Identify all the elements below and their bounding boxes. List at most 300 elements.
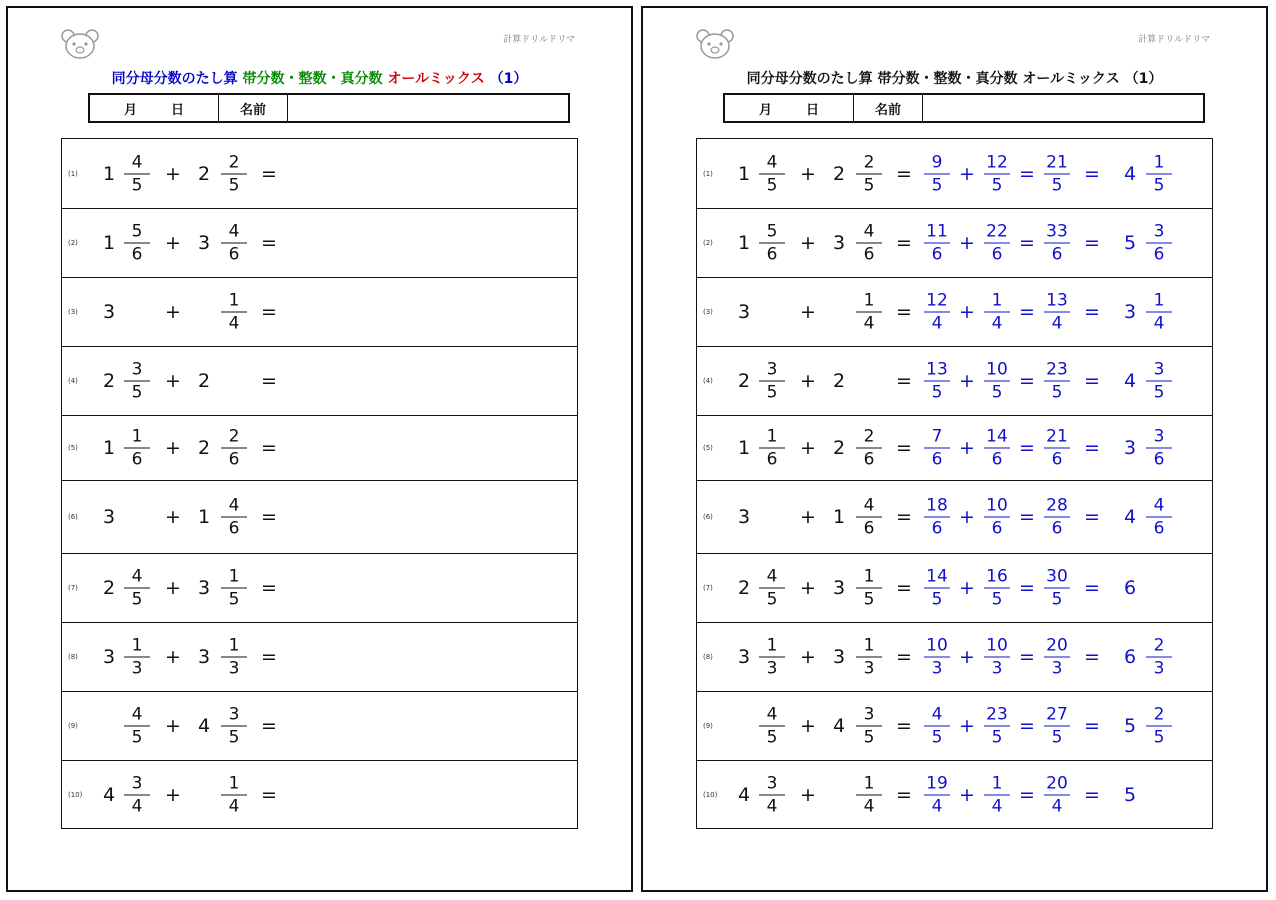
problem-row bbox=[697, 553, 1212, 623]
answer-equals-sign: = bbox=[1084, 369, 1100, 392]
problem-row bbox=[697, 480, 1212, 554]
addend1-fraction bbox=[759, 425, 785, 470]
numerator: 4 bbox=[759, 151, 785, 174]
denominator: 5 bbox=[931, 727, 943, 747]
date-cell bbox=[90, 95, 219, 121]
addend1-whole: 3 bbox=[737, 300, 751, 323]
problem-number: (10) bbox=[703, 790, 718, 799]
worksheet-title bbox=[8, 68, 631, 88]
denominator: 5 bbox=[931, 589, 943, 609]
addend2-fraction bbox=[221, 703, 247, 748]
answer-plus-sign: + bbox=[959, 369, 975, 392]
addend1-whole: 1 bbox=[737, 231, 751, 254]
denominator: 5 bbox=[228, 175, 240, 195]
addend1-fraction bbox=[124, 565, 150, 610]
worksheet-title bbox=[643, 68, 1266, 88]
addend1-fraction bbox=[759, 565, 785, 610]
answer-improper2 bbox=[984, 425, 1010, 470]
addend2-whole: 3 bbox=[197, 645, 211, 668]
denominator: 4 bbox=[863, 313, 875, 333]
answer-equals-sign: = bbox=[1019, 369, 1035, 392]
addend1-fraction bbox=[759, 703, 785, 748]
addend2-whole: 2 bbox=[197, 369, 211, 392]
addend1-fraction bbox=[124, 772, 150, 817]
problem-number: (6) bbox=[68, 512, 78, 521]
equals-sign: = bbox=[261, 505, 277, 528]
denominator: 6 bbox=[931, 244, 943, 264]
denominator: 3 bbox=[228, 658, 240, 678]
denominator: 5 bbox=[131, 727, 143, 747]
numerator: 1 bbox=[221, 289, 247, 312]
answer-improper2 bbox=[984, 634, 1010, 679]
denominator: 6 bbox=[1153, 244, 1165, 264]
addend2-whole: 2 bbox=[197, 436, 211, 459]
equals-sign: = bbox=[896, 714, 912, 737]
problem-row bbox=[62, 622, 577, 692]
denominator: 4 bbox=[228, 313, 240, 333]
answer-improper2 bbox=[984, 220, 1010, 265]
denominator: 4 bbox=[131, 796, 143, 816]
answer-result-whole: 4 bbox=[1123, 162, 1137, 185]
numerator: 2 bbox=[221, 151, 247, 174]
answer-plus-sign: + bbox=[959, 300, 975, 323]
answer-sum bbox=[1044, 289, 1070, 334]
denominator: 5 bbox=[766, 382, 778, 402]
numerator: 20 bbox=[1044, 772, 1070, 795]
plus-sign: + bbox=[800, 505, 816, 528]
answer-plus-sign: + bbox=[959, 645, 975, 668]
addend2-whole: 2 bbox=[832, 162, 846, 185]
plus-sign: + bbox=[800, 436, 816, 459]
numerator: 1 bbox=[856, 772, 882, 795]
denominator: 5 bbox=[131, 175, 143, 195]
answer-improper1 bbox=[924, 151, 950, 196]
numerator: 4 bbox=[856, 220, 882, 243]
month-label: 月 bbox=[758, 102, 772, 118]
numerator: 23 bbox=[984, 703, 1010, 726]
numerator: 1 bbox=[124, 634, 150, 657]
addend1-fraction bbox=[124, 634, 150, 679]
question-sheet bbox=[6, 6, 633, 892]
numerator: 16 bbox=[984, 565, 1010, 588]
addend1-fraction bbox=[124, 425, 150, 470]
equals-sign: = bbox=[261, 231, 277, 254]
problem-number: (6) bbox=[703, 512, 713, 521]
numerator: 4 bbox=[759, 703, 785, 726]
denominator: 6 bbox=[1051, 518, 1063, 538]
answer-result-fraction bbox=[1146, 289, 1172, 334]
problem-number: (2) bbox=[703, 238, 713, 247]
numerator: 9 bbox=[924, 151, 950, 174]
answer-equals-sign: = bbox=[1084, 576, 1100, 599]
answer-improper2 bbox=[984, 565, 1010, 610]
answer-equals-sign: = bbox=[1084, 645, 1100, 668]
brand-label: 計算ドリルドリマ bbox=[1138, 35, 1210, 45]
addend1-fraction bbox=[124, 703, 150, 748]
addend1-whole: 3 bbox=[102, 645, 116, 668]
numerator: 2 bbox=[1146, 634, 1172, 657]
title-part1: 同分母分数のたし算 bbox=[111, 71, 238, 87]
answer-plus-sign: + bbox=[959, 231, 975, 254]
denominator: 4 bbox=[991, 796, 1003, 816]
addend2-fraction bbox=[221, 151, 247, 196]
denominator: 3 bbox=[1153, 658, 1165, 678]
equals-sign: = bbox=[261, 162, 277, 185]
plus-sign: + bbox=[800, 645, 816, 668]
answer-result-whole: 6 bbox=[1123, 645, 1137, 668]
problem-row bbox=[62, 553, 577, 623]
addend2-whole: 4 bbox=[832, 714, 846, 737]
problem-number: (3) bbox=[703, 307, 713, 316]
answer-sum bbox=[1044, 772, 1070, 817]
equals-sign: = bbox=[896, 300, 912, 323]
answer-result-fraction bbox=[1146, 151, 1172, 196]
denominator: 6 bbox=[863, 449, 875, 469]
title-part3: オールミックス bbox=[387, 71, 485, 87]
equals-sign: = bbox=[896, 783, 912, 806]
answer-sum bbox=[1044, 151, 1070, 196]
numerator: 33 bbox=[1044, 220, 1070, 243]
equals-sign: = bbox=[896, 505, 912, 528]
answer-improper1 bbox=[924, 220, 950, 265]
problem-number: (7) bbox=[703, 583, 713, 592]
numerator: 3 bbox=[759, 772, 785, 795]
denominator: 5 bbox=[1153, 382, 1165, 402]
addend2-fraction bbox=[856, 494, 882, 539]
problem-row bbox=[62, 346, 577, 416]
plus-sign: + bbox=[800, 783, 816, 806]
answer-sum bbox=[1044, 220, 1070, 265]
denominator: 3 bbox=[931, 658, 943, 678]
name-date-box bbox=[723, 93, 1205, 123]
denominator: 6 bbox=[228, 518, 240, 538]
problem-row bbox=[62, 277, 577, 347]
denominator: 6 bbox=[1153, 449, 1165, 469]
problem-row bbox=[697, 622, 1212, 692]
problem-row bbox=[697, 346, 1212, 416]
addend2-whole: 2 bbox=[832, 369, 846, 392]
numerator: 21 bbox=[1044, 151, 1070, 174]
problem-number: (5) bbox=[68, 443, 78, 452]
problem-row bbox=[697, 208, 1212, 278]
denominator: 5 bbox=[863, 589, 875, 609]
name-field[interactable] bbox=[288, 95, 568, 121]
numerator: 22 bbox=[984, 220, 1010, 243]
plus-sign: + bbox=[800, 576, 816, 599]
plus-sign: + bbox=[165, 645, 181, 668]
plus-sign: + bbox=[800, 231, 816, 254]
numerator: 1 bbox=[221, 772, 247, 795]
answer-improper2 bbox=[984, 289, 1010, 334]
addend2-fraction bbox=[221, 772, 247, 817]
numerator: 2 bbox=[856, 151, 882, 174]
answer-plus-sign: + bbox=[959, 576, 975, 599]
addend2-whole: 4 bbox=[197, 714, 211, 737]
answer-plus-sign: + bbox=[959, 505, 975, 528]
addend2-whole: 3 bbox=[832, 576, 846, 599]
addend1-fraction bbox=[759, 634, 785, 679]
addend2-whole: 1 bbox=[197, 505, 211, 528]
problem-number: (9) bbox=[703, 721, 713, 730]
denominator: 5 bbox=[863, 175, 875, 195]
answer-improper2 bbox=[984, 772, 1010, 817]
plus-sign: + bbox=[165, 300, 181, 323]
addend1-whole: 1 bbox=[737, 436, 751, 459]
answer-sheet bbox=[641, 6, 1268, 892]
numerator: 10 bbox=[984, 634, 1010, 657]
answer-result-whole: 5 bbox=[1123, 783, 1137, 806]
addend2-fraction bbox=[221, 425, 247, 470]
name-label: 名前 bbox=[219, 95, 288, 121]
answer-equals-sign: = bbox=[1084, 300, 1100, 323]
denominator: 4 bbox=[766, 796, 778, 816]
plus-sign: + bbox=[165, 436, 181, 459]
bear-logo-icon bbox=[60, 28, 100, 60]
equals-sign: = bbox=[896, 436, 912, 459]
addend1-whole: 1 bbox=[102, 162, 116, 185]
answer-improper1 bbox=[924, 634, 950, 679]
addend2-fraction bbox=[221, 634, 247, 679]
denominator: 6 bbox=[1051, 449, 1063, 469]
answer-equals-sign: = bbox=[1084, 162, 1100, 185]
addend2-fraction bbox=[856, 703, 882, 748]
name-field[interactable] bbox=[923, 95, 1203, 121]
plus-sign: + bbox=[800, 714, 816, 737]
addend1-fraction bbox=[124, 220, 150, 265]
numerator: 4 bbox=[221, 220, 247, 243]
denominator: 5 bbox=[1051, 589, 1063, 609]
numerator: 1 bbox=[1146, 151, 1172, 174]
numerator: 5 bbox=[124, 220, 150, 243]
addend1-fraction bbox=[759, 772, 785, 817]
numerator: 20 bbox=[1044, 634, 1070, 657]
answer-plus-sign: + bbox=[959, 436, 975, 459]
addend2-whole: 3 bbox=[197, 231, 211, 254]
denominator: 5 bbox=[1153, 175, 1165, 195]
denominator: 5 bbox=[991, 382, 1003, 402]
denominator: 3 bbox=[863, 658, 875, 678]
answer-improper1 bbox=[924, 289, 950, 334]
addend1-fraction bbox=[124, 151, 150, 196]
denominator: 6 bbox=[131, 244, 143, 264]
denominator: 6 bbox=[228, 244, 240, 264]
answer-equals-sign: = bbox=[1084, 714, 1100, 737]
answer-sum bbox=[1044, 634, 1070, 679]
denominator: 5 bbox=[766, 175, 778, 195]
equals-sign: = bbox=[261, 300, 277, 323]
numerator: 3 bbox=[856, 703, 882, 726]
numerator: 1 bbox=[856, 289, 882, 312]
numerator: 13 bbox=[1044, 289, 1070, 312]
addend1-whole: 4 bbox=[102, 783, 116, 806]
plus-sign: + bbox=[165, 369, 181, 392]
problem-number: (4) bbox=[68, 376, 78, 385]
addend2-fraction bbox=[221, 289, 247, 334]
problem-number: (9) bbox=[68, 721, 78, 730]
numerator: 12 bbox=[924, 289, 950, 312]
numerator: 2 bbox=[221, 425, 247, 448]
answer-improper1 bbox=[924, 703, 950, 748]
numerator: 10 bbox=[924, 634, 950, 657]
answer-improper1 bbox=[924, 772, 950, 817]
denominator: 5 bbox=[1153, 727, 1165, 747]
numerator: 4 bbox=[124, 703, 150, 726]
denominator: 5 bbox=[931, 382, 943, 402]
numerator: 3 bbox=[124, 772, 150, 795]
numerator: 10 bbox=[984, 494, 1010, 517]
problem-row bbox=[62, 208, 577, 278]
numerator: 28 bbox=[1044, 494, 1070, 517]
addend1-whole: 1 bbox=[102, 436, 116, 459]
addend1-whole: 2 bbox=[737, 369, 751, 392]
addend1-fraction bbox=[759, 358, 785, 403]
addend1-whole: 2 bbox=[102, 369, 116, 392]
day-label: 日 bbox=[806, 102, 820, 118]
numerator: 1 bbox=[124, 425, 150, 448]
plus-sign: + bbox=[800, 369, 816, 392]
denominator: 5 bbox=[131, 589, 143, 609]
numerator: 4 bbox=[759, 565, 785, 588]
addend2-whole: 3 bbox=[832, 645, 846, 668]
denominator: 6 bbox=[991, 244, 1003, 264]
numerator: 1 bbox=[984, 289, 1010, 312]
addend1-fraction bbox=[124, 358, 150, 403]
problem-row bbox=[697, 415, 1212, 481]
plus-sign: + bbox=[165, 505, 181, 528]
addend2-fraction bbox=[221, 565, 247, 610]
denominator: 4 bbox=[863, 796, 875, 816]
answer-result-whole: 6 bbox=[1123, 576, 1137, 599]
problem-number: (3) bbox=[68, 307, 78, 316]
numerator: 4 bbox=[124, 151, 150, 174]
denominator: 6 bbox=[863, 244, 875, 264]
addend2-whole: 3 bbox=[832, 231, 846, 254]
numerator: 3 bbox=[759, 358, 785, 381]
brand-label: 計算ドリルドリマ bbox=[503, 35, 575, 45]
answer-result-fraction bbox=[1146, 634, 1172, 679]
answer-improper2 bbox=[984, 703, 1010, 748]
answer-equals-sign: = bbox=[1084, 505, 1100, 528]
answer-equals-sign: = bbox=[1019, 162, 1035, 185]
answer-result-fraction bbox=[1146, 703, 1172, 748]
answer-result-fraction bbox=[1146, 220, 1172, 265]
numerator: 12 bbox=[984, 151, 1010, 174]
denominator: 6 bbox=[766, 449, 778, 469]
denominator: 5 bbox=[1051, 175, 1063, 195]
answer-sum bbox=[1044, 703, 1070, 748]
denominator: 6 bbox=[131, 449, 143, 469]
answer-improper1 bbox=[924, 494, 950, 539]
addend1-whole: 3 bbox=[102, 505, 116, 528]
answer-equals-sign: = bbox=[1019, 505, 1035, 528]
addend1-fraction bbox=[759, 220, 785, 265]
numerator: 4 bbox=[221, 494, 247, 517]
denominator: 5 bbox=[1051, 382, 1063, 402]
answer-equals-sign: = bbox=[1019, 576, 1035, 599]
problem-row bbox=[697, 277, 1212, 347]
answer-sum bbox=[1044, 358, 1070, 403]
title-part2: 帯分数・整数・真分数 bbox=[242, 71, 383, 87]
answer-sum bbox=[1044, 494, 1070, 539]
numerator: 21 bbox=[1044, 425, 1070, 448]
name-date-box bbox=[88, 93, 570, 123]
equals-sign: = bbox=[261, 576, 277, 599]
addend2-whole: 1 bbox=[832, 505, 846, 528]
numerator: 10 bbox=[984, 358, 1010, 381]
answer-result-fraction bbox=[1146, 494, 1172, 539]
numerator: 3 bbox=[124, 358, 150, 381]
problem-table bbox=[61, 138, 578, 829]
problem-row bbox=[697, 691, 1212, 761]
title-part4: （1） bbox=[1124, 71, 1163, 87]
problem-number: (4) bbox=[703, 376, 713, 385]
denominator: 5 bbox=[766, 589, 778, 609]
addend1-whole: 3 bbox=[737, 505, 751, 528]
denominator: 5 bbox=[991, 589, 1003, 609]
answer-result-whole: 3 bbox=[1123, 436, 1137, 459]
numerator: 18 bbox=[924, 494, 950, 517]
numerator: 1 bbox=[856, 634, 882, 657]
addend1-whole: 2 bbox=[737, 576, 751, 599]
denominator: 3 bbox=[1051, 658, 1063, 678]
title-part3: オールミックス bbox=[1022, 71, 1120, 87]
denominator: 5 bbox=[228, 727, 240, 747]
numerator: 1 bbox=[759, 425, 785, 448]
denominator: 6 bbox=[931, 449, 943, 469]
answer-table bbox=[696, 138, 1213, 829]
problem-number: (2) bbox=[68, 238, 78, 247]
denominator: 5 bbox=[931, 175, 943, 195]
numerator: 3 bbox=[221, 703, 247, 726]
answer-equals-sign: = bbox=[1019, 436, 1035, 459]
answer-plus-sign: + bbox=[959, 162, 975, 185]
problem-row bbox=[697, 760, 1212, 829]
answer-result-fraction bbox=[1146, 358, 1172, 403]
addend2-whole: 3 bbox=[197, 576, 211, 599]
answer-equals-sign: = bbox=[1019, 300, 1035, 323]
denominator: 6 bbox=[1153, 518, 1165, 538]
plus-sign: + bbox=[165, 576, 181, 599]
numerator: 4 bbox=[1146, 494, 1172, 517]
answer-result-whole: 4 bbox=[1123, 369, 1137, 392]
answer-plus-sign: + bbox=[959, 783, 975, 806]
answer-improper2 bbox=[984, 151, 1010, 196]
denominator: 6 bbox=[991, 449, 1003, 469]
denominator: 3 bbox=[131, 658, 143, 678]
problem-row bbox=[62, 691, 577, 761]
addend1-whole: 1 bbox=[737, 162, 751, 185]
addend1-whole: 1 bbox=[102, 231, 116, 254]
denominator: 6 bbox=[1051, 244, 1063, 264]
addend2-whole: 2 bbox=[197, 162, 211, 185]
numerator: 3 bbox=[1146, 425, 1172, 448]
answer-sum bbox=[1044, 425, 1070, 470]
denominator: 6 bbox=[863, 518, 875, 538]
addend1-fraction bbox=[759, 151, 785, 196]
numerator: 27 bbox=[1044, 703, 1070, 726]
addend2-fraction bbox=[856, 425, 882, 470]
addend2-whole: 2 bbox=[832, 436, 846, 459]
answer-equals-sign: = bbox=[1019, 783, 1035, 806]
addend2-fraction bbox=[856, 565, 882, 610]
denominator: 4 bbox=[1153, 313, 1165, 333]
equals-sign: = bbox=[261, 369, 277, 392]
denominator: 5 bbox=[991, 727, 1003, 747]
denominator: 4 bbox=[228, 796, 240, 816]
problem-number: (1) bbox=[68, 169, 78, 178]
bear-logo-icon bbox=[695, 28, 735, 60]
numerator: 23 bbox=[1044, 358, 1070, 381]
